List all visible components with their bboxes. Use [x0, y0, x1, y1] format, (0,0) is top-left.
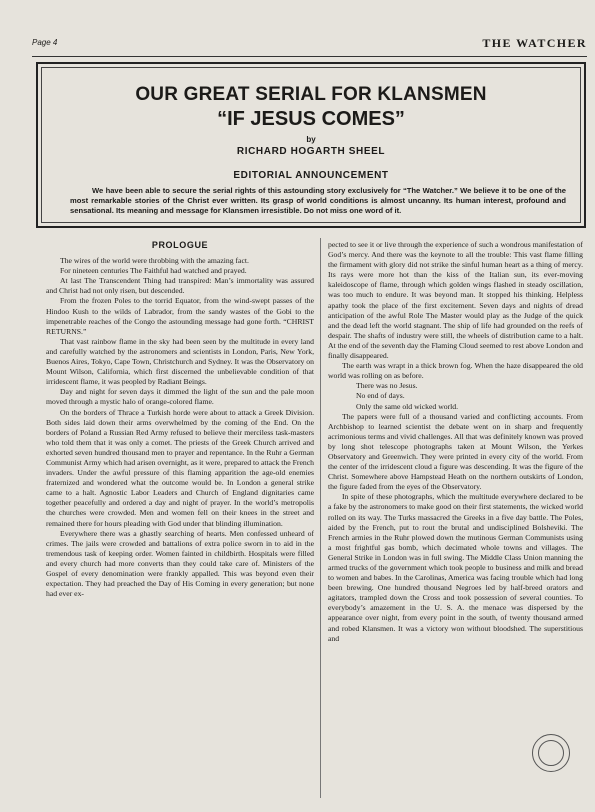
right-column [328, 240, 583, 644]
masthead: THE WATCHER [482, 36, 587, 50]
page-number: Page 4 [32, 38, 58, 47]
paragraph: From the frozen Poles to the torrid Equator, from the wind-swept passes of the Hindoo Kush to the wilds of Labrador, from the sandy wastes of the Gobi to the impenetrable reaches of the Congo the astounding message had gone forth. “CHRIST RETURNS.” [46, 296, 314, 336]
paragraph: pected to see it or live through the experience of such a wondrous manifestation of God’s mercy. And there was the keynote to all the trouble: This vast flame filling the firmament with glory did not strike the sinful human heart as a thing of mercy. Its rays were more hot than the kiss of the Italian sun, its ever-moving kaleidoscope of flame, through which golden wings flashed in steady oscillation, was too much to endure. It was beyond man. It stopped his thinking. Helpless apathy took the place of the first excitement. Seven days and nights of dread anticipation of the awful Role The Master would play as the Judge of the quick and the dead left the world stagnant. The ship of life had grounded on the reefs of despair. The shafts of industry were still, the wheels of distribution came to a halt. At the end of the seventh day the Flaming Cloud seemed to rest above London and finally disappeared. [328, 240, 583, 361]
editorial-announcement-text: We have been able to secure the serial rights of this astounding story exclusively for “The Watcher.” We believe it to be one of the most remarkable stories of the Christ ever written. Its grasp of world conditions is almost uncanny. Its human interest, profound and sensational. Its meaning and message for Klansmen irresistible. Do not miss one word of it. [70, 186, 566, 215]
paragraph: The papers were full of a thousand varied and conflicting accounts. From Archbishop to learned scientist the debate went on in sharp and frequently acrimonious terms and vivid challenges. All that was definitely known was proved by long shot telescope photographs taken at Mount Wilson, the Yerkes Observatory and Greenwich. They were printed in every city of the world. From the center of the irridescent cloud a figure was descending. It was the figure of the Christ. Somewhere above Hampstead Heath on the northern outskirts of London, the figure faded from the eyes of the Observatory. [328, 411, 583, 492]
paragraph: At last The Transcendent Thing had transpired: Man’s immortality was assured and Christ had not only risen, but descended. [46, 276, 314, 296]
serial-subtitle: “IF JESUS COMES” [217, 108, 405, 130]
paragraph: Only the same old wicked world. [356, 401, 459, 411]
prologue-heading: PROLOGUE [151, 240, 209, 250]
header-rule [32, 56, 587, 57]
paragraph: That vast rainbow flame in the sky had been seen by the multitude in every land and carefully watched by the astronomers and scientists in London, Paris, New York, Buenos Aires, Tokyo, Cape Town, Christchurch and Sydney. It was the Observatory on Mount Wilson, California, which first discerned the unbelievable condition of that irridescent flame, it was peopled by Radiant Beings. [46, 336, 314, 387]
paragraph: The wires of the world were throbbing with the amazing fact. [60, 256, 249, 266]
column-divider [320, 238, 321, 798]
paragraph: Day and night for seven days it dimmed the light of the sun and the pale moon moved through a mystic halo of orange-colored flame. [46, 387, 314, 407]
paragraph: Everywhere there was a ghastly searching of hearts. Men confessed unheard of crimes. The jails were crowded and battalions of extra police sworn in to aid in the tremendous task of keeping order. Women fainted in childbirth. Hospitals were filled and every church had more converts than they could take care of. Ministers of the Gospel of every denomination were frankly appalled. This was beyond even their expectation. They had preached the Day of His Coming in every generation; but none had ever ex- [46, 528, 314, 599]
byline-by: by [306, 135, 316, 144]
editorial-heading: EDITORIAL ANNOUNCEMENT [233, 170, 389, 181]
left-column [46, 240, 314, 599]
serial-title: OUR GREAT SERIAL FOR KLANSMEN [135, 84, 487, 105]
paragraph: The earth was wrapt in a thick brown fog. When the haze disappeared the old world was rolling on as before. [328, 361, 583, 381]
author-name: RICHARD HOGARTH SHEEL [236, 146, 386, 157]
page-header [32, 36, 587, 52]
paragraph: For nineteen centuries The Faithful had watched and prayed. [60, 266, 247, 276]
serial-announcement-box [36, 62, 586, 228]
paragraph: On the borders of Thrace a Turkish horde were about to attack a Greek Division. Both sides laid down their arms overwhelmed by the coming of the End. On the borders of Poland a Russian Red Army refused to believe their merciless task-masters who told them that it was only a comet. The priests of the Greek Church arrived and exhorted seven hundred thousand men to prayer and repentance. In the Ruhr a German Communist Army which had arisen overnight, as it were, prepared to attack the French invaders. Under the awful pressure of this flaming apparition the age-old enemies fraternized and wondered what the outcome would be. In London a general strike came to a halt. Agnostic Labor Leaders and Church of England dignitaries came together peacefully and ordered a day and night of prayer. In the world’s metropolis the churches were crowded. Men and women fell on their knees in the street and remained there for hours pleading with God under that blinding illumination. [46, 407, 314, 528]
paragraph: There was no Jesus. [356, 381, 418, 391]
library-stamp-icon [532, 734, 570, 772]
paragraph: No end of days. [356, 391, 405, 401]
box-inner-border [41, 67, 581, 223]
paragraph: In spite of these photographs, which the multitude everywhere declared to be a fake by the astronomers to make good on their first statements, the wicked world rolled on its way. The Turks massacred the Greeks in a five day battle. The Poles, aided by the French, put to rout the brutal and undisciplined Bolsheviki. The French armies in the Ruhr plowed down the mutinous German Communists using a most frightful gas bomb, which decimated whole towns and villages. The General Strike in London was in full swing. The Middle Class Union manning the armed trucks of the government which took people to business and milk and bread to women and babes. In the Carolinas, America was facing trouble which had long been brewing. One hundred thousand Negroes led by half-breed orators and agitators, trampled down the Cross and took possession of several counties. To everybody’s amazement in the U. S. A. the menace was dispersed by the appearance over night, from every point in the south, of twenty thousand armed and robed Klansmen. It was a victory won without bloodshed. The superstitious and [328, 492, 583, 643]
